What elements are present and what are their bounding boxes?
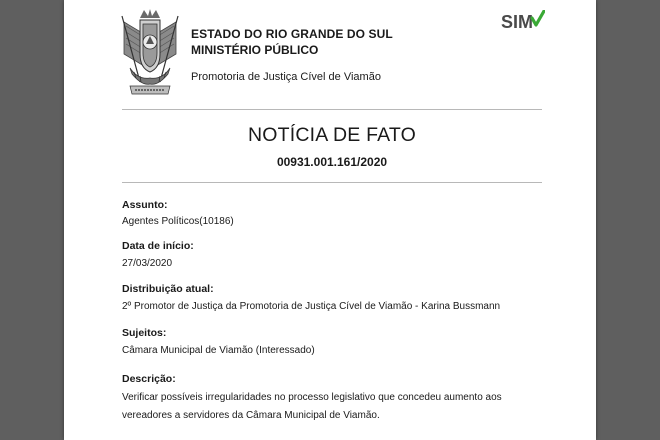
field-value-sujeitos: Câmara Municipal de Viamão (Interessado) bbox=[122, 345, 315, 356]
state-coat-of-arms-icon bbox=[118, 8, 182, 98]
org-ministry-name: MINISTÉRIO PÚBLICO bbox=[191, 43, 319, 57]
org-state-name: ESTADO DO RIO GRANDE DO SUL bbox=[191, 27, 393, 41]
sim-logo-text: SIM bbox=[501, 12, 534, 30]
document-number: 00931.001.161/2020 bbox=[276, 155, 388, 169]
field-label-assunto: Assunto: bbox=[122, 199, 168, 211]
field-label-data-inicio: Data de início: bbox=[122, 240, 194, 252]
document-title: NOTÍCIA DE FATO bbox=[247, 124, 417, 146]
org-prosecutor-office: Promotoria de Justiça Cível de Viamão bbox=[191, 71, 381, 83]
field-value-assunto: Agentes Políticos(10186) bbox=[122, 216, 234, 227]
field-label-descricao: Descrição: bbox=[122, 373, 176, 385]
field-label-sujeitos: Sujeitos: bbox=[122, 327, 167, 339]
field-label-distribuicao: Distribuição atual: bbox=[122, 283, 214, 295]
sim-logo-icon bbox=[501, 10, 545, 30]
field-value-data-inicio: 27/03/2020 bbox=[122, 258, 173, 269]
field-value-distribuicao: 2º Promotor de Justiça da Promotoria de Justiça Cível de Viamão - Karina Bussmann bbox=[122, 301, 501, 312]
document-page bbox=[64, 0, 596, 440]
title-divider bbox=[122, 182, 542, 183]
header-divider bbox=[122, 109, 542, 110]
field-value-descricao: Verificar possíveis irregularidades no processo legislativo que concedeu aumento aos vereadores a servidores da Câmara Municipal de Viamão. bbox=[122, 392, 502, 421]
check-mark-icon bbox=[532, 11, 544, 25]
